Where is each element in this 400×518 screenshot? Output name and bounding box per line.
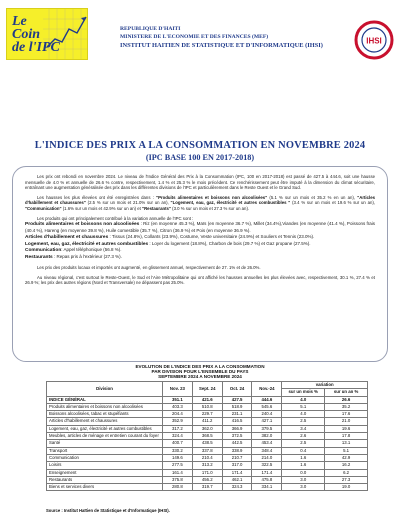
- logo-line-1: Le: [12, 14, 27, 29]
- ministry-name: MINISTERE DE L'ECONOMIE ET DES FINANCES (MEF): [120, 34, 269, 40]
- paragraph-local-imported: Les prix des produits locaux et importés ont augmenté, en glissement annuel, respectivement de 27. 1% et de 26.0%.: [37, 264, 261, 270]
- cell-an: 17.8: [325, 433, 368, 440]
- cell-oct24: 518.9: [222, 403, 252, 410]
- cell-nov23: 324.4: [162, 433, 192, 440]
- cell-sept24: 210.4: [192, 454, 222, 461]
- page-title: L'INDICE DES PRIX A LA CONSOMMATION EN NOVEMBRE 2024: [34, 140, 366, 151]
- cell-mois: 3.4: [282, 425, 325, 432]
- paragraph-regional: Au niveau régional, c'est surtout le Reste-Ouest, le Sud et l'Aire Métropolitaine qui ont affiché les hausses annuelles les plus élevées avec, respectivement, 30.1 %, 27.4 % et 26.9 %; les prix des autres régions (Nord et Transversale) ne dépassent pas 25.0%.: [25, 274, 375, 286]
- cell-an: 35.2: [325, 403, 368, 410]
- cell-nov24: 240.4: [252, 411, 282, 418]
- cell-an: 16.2: [325, 462, 368, 469]
- page-subtitle: (IPC BASE 100 EN 2017-2018): [145, 153, 255, 162]
- cell-division: Loisirs: [47, 462, 163, 469]
- header-oct24: Oct. 24: [222, 382, 252, 397]
- cell-mois: 4.0: [282, 411, 325, 418]
- increase-housing-values: (3.4 % sur un mois et 19.6 % sur un an),: [290, 200, 376, 206]
- cell-sept24: 362.0: [192, 425, 222, 432]
- increase-housing: "Logement, eau, gaz, électricité et autres combustibles ": [170, 200, 291, 206]
- cell-sept24: 368.5: [192, 433, 222, 440]
- cell-sept24: 229.7: [192, 411, 222, 418]
- cell-mois: 2.5: [282, 418, 325, 425]
- cell-nov23: 375.8: [162, 476, 192, 483]
- cell-nov24: 545.6: [252, 403, 282, 410]
- cell-nov24: 214.0: [252, 454, 282, 461]
- cell-division: Communication: [47, 454, 163, 461]
- cell-oct24: 210.7: [222, 454, 252, 461]
- increase-food-values: (5.1 % sur un mois et 35.2 % en un an),: [267, 194, 358, 200]
- cell-division: Produits alimentaires et boissons non alcoolisées: [47, 403, 163, 410]
- table-row: [47, 403, 368, 410]
- header-variation: variation: [282, 382, 368, 389]
- contributor-housing-text: : Loyer du logement (18.8%), Charbon de bois (29.7 %) et Gaz propane (27.5%).: [148, 240, 311, 246]
- cell-nov24: 382.0: [252, 433, 282, 440]
- table-row: [47, 425, 368, 432]
- increase-restaurants: "Restaurants": [142, 205, 171, 211]
- header-nov23: Nov. 23: [162, 382, 192, 397]
- cell-mois: 1.6: [282, 462, 325, 469]
- cell-nov23: 403.3: [162, 403, 192, 410]
- cell-nov23: 280.8: [162, 484, 192, 491]
- cell-division: Restaurants: [47, 476, 163, 483]
- cell-oct24: 462.1: [222, 476, 252, 483]
- contributor-communication-text: : Appel téléphonique (56.8 %).: [61, 247, 122, 253]
- cell-an: 19.0: [325, 484, 368, 491]
- logo-line-2: Coin: [12, 27, 41, 42]
- contributor-communication: [25, 247, 375, 254]
- contributor-communication-label: Communication: [25, 248, 62, 254]
- cell-mois: 5.1: [282, 403, 325, 410]
- cell-division: Santé: [47, 440, 163, 447]
- cell-nov23: 277.5: [162, 462, 192, 469]
- cell-nov24: 475.8: [252, 476, 282, 483]
- cell-sept24: 319.7: [192, 484, 222, 491]
- cell-sept24: 171.0: [192, 469, 222, 476]
- cell-oct24: 427.5: [222, 396, 252, 403]
- contributor-clothing: [25, 234, 375, 241]
- cell-mois: 3.0: [282, 484, 325, 491]
- cell-nov24: 427.1: [252, 418, 282, 425]
- table-source: Source : Institut Haïtien de Statistique et d'Informatique (IHSI).: [46, 508, 170, 513]
- cell-nov24: 444.6: [252, 396, 282, 403]
- cell-nov24: 379.5: [252, 425, 282, 432]
- cell-nov23: 149.6: [162, 454, 192, 461]
- table-row: [47, 462, 368, 469]
- table-row: [47, 411, 368, 418]
- paragraph-overview: Les prix ont rebondi en novembre 2024. Le niveau de l'Indice Général des Prix à la Consommation (IPC, 100 en 2017-2018) est passé de 427.5 à 444.6, soit une hausse mensuelle de 4.0 % et annuelle de 26.6 % contre, respectivement, 1.4 % et 25.3 % le mois précédent. Ce renchérissement peut être imputé à la dimension du climat sécuritaire, entraînant une augmentation généralisée des prix dans les différentes divisions de l'IPC et particulièrement dans le Reste Ouest et le Grand Sud.: [25, 174, 375, 191]
- cell-oct24: 171.4: [222, 469, 252, 476]
- institute-name: INSTITUT HAITIEN DE STATISTIQUE ET D'INFORMATIQUE (IHSI): [120, 42, 323, 49]
- cell-sept24: 411.2: [192, 418, 222, 425]
- cell-nov23: 352.9: [162, 418, 192, 425]
- summary-box: [12, 166, 388, 362]
- cell-division: Boissons alcoolisées, tabac et stupéfiants: [47, 411, 163, 418]
- cell-division: Articles d'habillement et chaussures: [47, 418, 163, 425]
- cell-nov24: 453.4: [252, 440, 282, 447]
- cell-mois: 2.6: [282, 433, 325, 440]
- cell-an: 42.9: [325, 454, 368, 461]
- paragraph-contributors-intro: Les produits qui ont principalement contribué à la variation annuelle de l'IPC sont :: [37, 215, 194, 221]
- increase-restaurants-values: (3.0 % sur un mois et 27.3 % sur un an).: [170, 205, 250, 211]
- table-title: EVOLUTION DE L'INDICE DES PRIX A LA CONSOMMATION: [135, 364, 265, 369]
- cell-division: INDICE GÉNÉRAL: [47, 396, 163, 403]
- cell-oct24: 231.1: [222, 411, 252, 418]
- cpi-table: [46, 381, 368, 491]
- increase-communication-values: (1.6% sur un mois et 42.9% sur un an) et: [61, 205, 143, 211]
- table-row: [47, 433, 368, 440]
- cell-nov23: 204.4: [162, 411, 192, 418]
- cell-an: 6.2: [325, 469, 368, 476]
- table-row: [47, 484, 368, 491]
- contributor-restaurants: [25, 254, 375, 261]
- cell-division: Biens et services divers: [47, 484, 163, 491]
- cell-nov23: 317.2: [162, 425, 192, 432]
- contributor-restaurants-label: Restaurants: [25, 255, 53, 261]
- table-subtitle: PAR DIVISION POUR L'ENSEMBLE DU PAYS: [151, 369, 249, 374]
- cell-nov23: 400.7: [162, 440, 192, 447]
- cell-oct24: 366.9: [222, 425, 252, 432]
- header-nov24: Nov.-24: [252, 382, 282, 397]
- cell-mois: 0.0: [282, 469, 325, 476]
- logo-line-3: de l'IPC: [12, 40, 60, 55]
- table-row: [47, 454, 368, 461]
- cell-nov24: 334.1: [252, 484, 282, 491]
- cell-oct24: 442.5: [222, 440, 252, 447]
- table-row: [47, 396, 368, 403]
- cell-sept24: 510.8: [192, 403, 222, 410]
- header-division: Division: [47, 382, 163, 397]
- contributor-food-text: : Riz (en moyenne 45.3 %), Maïs (en moyenne 36.7 %), Millet (34.4%),Viandes (en moyenne (41.4 %), Poissons frais (40.4 %), Hareng (en moyenne 39.8 %), Huile comestible (35.7 %), Citron (36.9 %) et Pois (en moyenne 36.9 %).: [25, 221, 375, 233]
- cell-division: Transport: [47, 447, 163, 454]
- contributor-housing: [25, 241, 375, 248]
- increase-food: "Produits alimentaires et boissons non alcoolisées": [156, 194, 268, 200]
- increase-clothing-values: (2.5 % sur un mois et 21.0% sur un an),: [85, 200, 171, 206]
- cell-an: 27.3: [325, 476, 368, 483]
- cell-sept24: 421.6: [192, 396, 222, 403]
- cell-nov24: 171.4: [252, 469, 282, 476]
- cell-mois: 1.6: [282, 454, 325, 461]
- table-row: [47, 476, 368, 483]
- contributor-restaurants-text: : Repas pris à l'extérieur (27.3 %).: [52, 254, 122, 260]
- table-row: [47, 418, 368, 425]
- table-body: [47, 396, 368, 491]
- cell-oct24: 338.9: [222, 447, 252, 454]
- ipc-logo: [6, 8, 88, 60]
- cell-oct24: 317.0: [222, 462, 252, 469]
- cell-an: 17.6: [325, 411, 368, 418]
- cell-nov23: 330.2: [162, 447, 192, 454]
- cell-oct24: 416.5: [222, 418, 252, 425]
- cell-nov24: 322.5: [252, 462, 282, 469]
- cell-division: Logement, eau, gaz, électricité et autres combustibles: [47, 425, 163, 432]
- cell-mois: 2.5: [282, 440, 325, 447]
- cell-sept24: 337.8: [192, 447, 222, 454]
- logo-text: [12, 15, 60, 54]
- header-yearly: sur un an %: [325, 389, 368, 396]
- cell-division: Meubles, articles de ménage et entretien courant du foyer: [47, 433, 163, 440]
- cell-mois: 4.0: [282, 396, 325, 403]
- paragraph-increases: [25, 195, 375, 212]
- cell-sept24: 313.2: [192, 462, 222, 469]
- contributor-clothing-label: Articles d'habillement et chaussures: [25, 234, 109, 240]
- table-period: SEPTEMBRE 2024 A NOVEMBRE 2024: [158, 374, 242, 379]
- cell-an: 19.6: [325, 425, 368, 432]
- cell-oct24: 324.3: [222, 484, 252, 491]
- cell-sept24: 438.5: [192, 440, 222, 447]
- cell-nov24: 348.4: [252, 447, 282, 454]
- contributor-food: [25, 221, 375, 234]
- contributor-clothing-text: : Tissus (24.8%), Collants (23.9%), Costume, Veste universitaire (24.9%) et Souliers et Tennis (23.0%).: [108, 233, 315, 239]
- increases-intro: Les hausses les plus élevées ont été enregistrées dans :: [37, 194, 157, 200]
- cell-an: 13.1: [325, 440, 368, 447]
- table-row: [47, 469, 368, 476]
- increase-clothing: "Articles d'habillement et chaussures": [25, 194, 375, 206]
- header-monthly: sur un mois %: [282, 389, 325, 396]
- header-sept24: Sept. 24: [192, 382, 222, 397]
- republic-name: REPUBLIQUE D'HAITI: [120, 26, 181, 32]
- cell-sept24: 456.2: [192, 476, 222, 483]
- ihsi-seal-icon: [354, 18, 394, 62]
- increase-communication: "Communication": [25, 205, 62, 211]
- contributors-list: [25, 221, 375, 261]
- cell-an: 21.0: [325, 418, 368, 425]
- institution-header: [120, 26, 350, 49]
- table-row: [47, 440, 368, 447]
- contributor-food-label: Produits alimentaires et boissons non alcoolisées: [25, 222, 140, 228]
- cell-nov23: 351.1: [162, 396, 192, 403]
- cell-oct24: 372.5: [222, 433, 252, 440]
- contributor-housing-label: Logement, eau, gaz, électricité et autres combustibles: [25, 241, 149, 247]
- table-row: [47, 447, 368, 454]
- cell-mois: 0.4: [282, 447, 325, 454]
- cell-an: 5.1: [325, 447, 368, 454]
- cell-nov23: 161.4: [162, 469, 192, 476]
- ihsi-seal-text: IHSI: [366, 36, 382, 46]
- cell-an: 26.6: [325, 396, 368, 403]
- cell-mois: 3.0: [282, 476, 325, 483]
- cell-division: Enseignement: [47, 469, 163, 476]
